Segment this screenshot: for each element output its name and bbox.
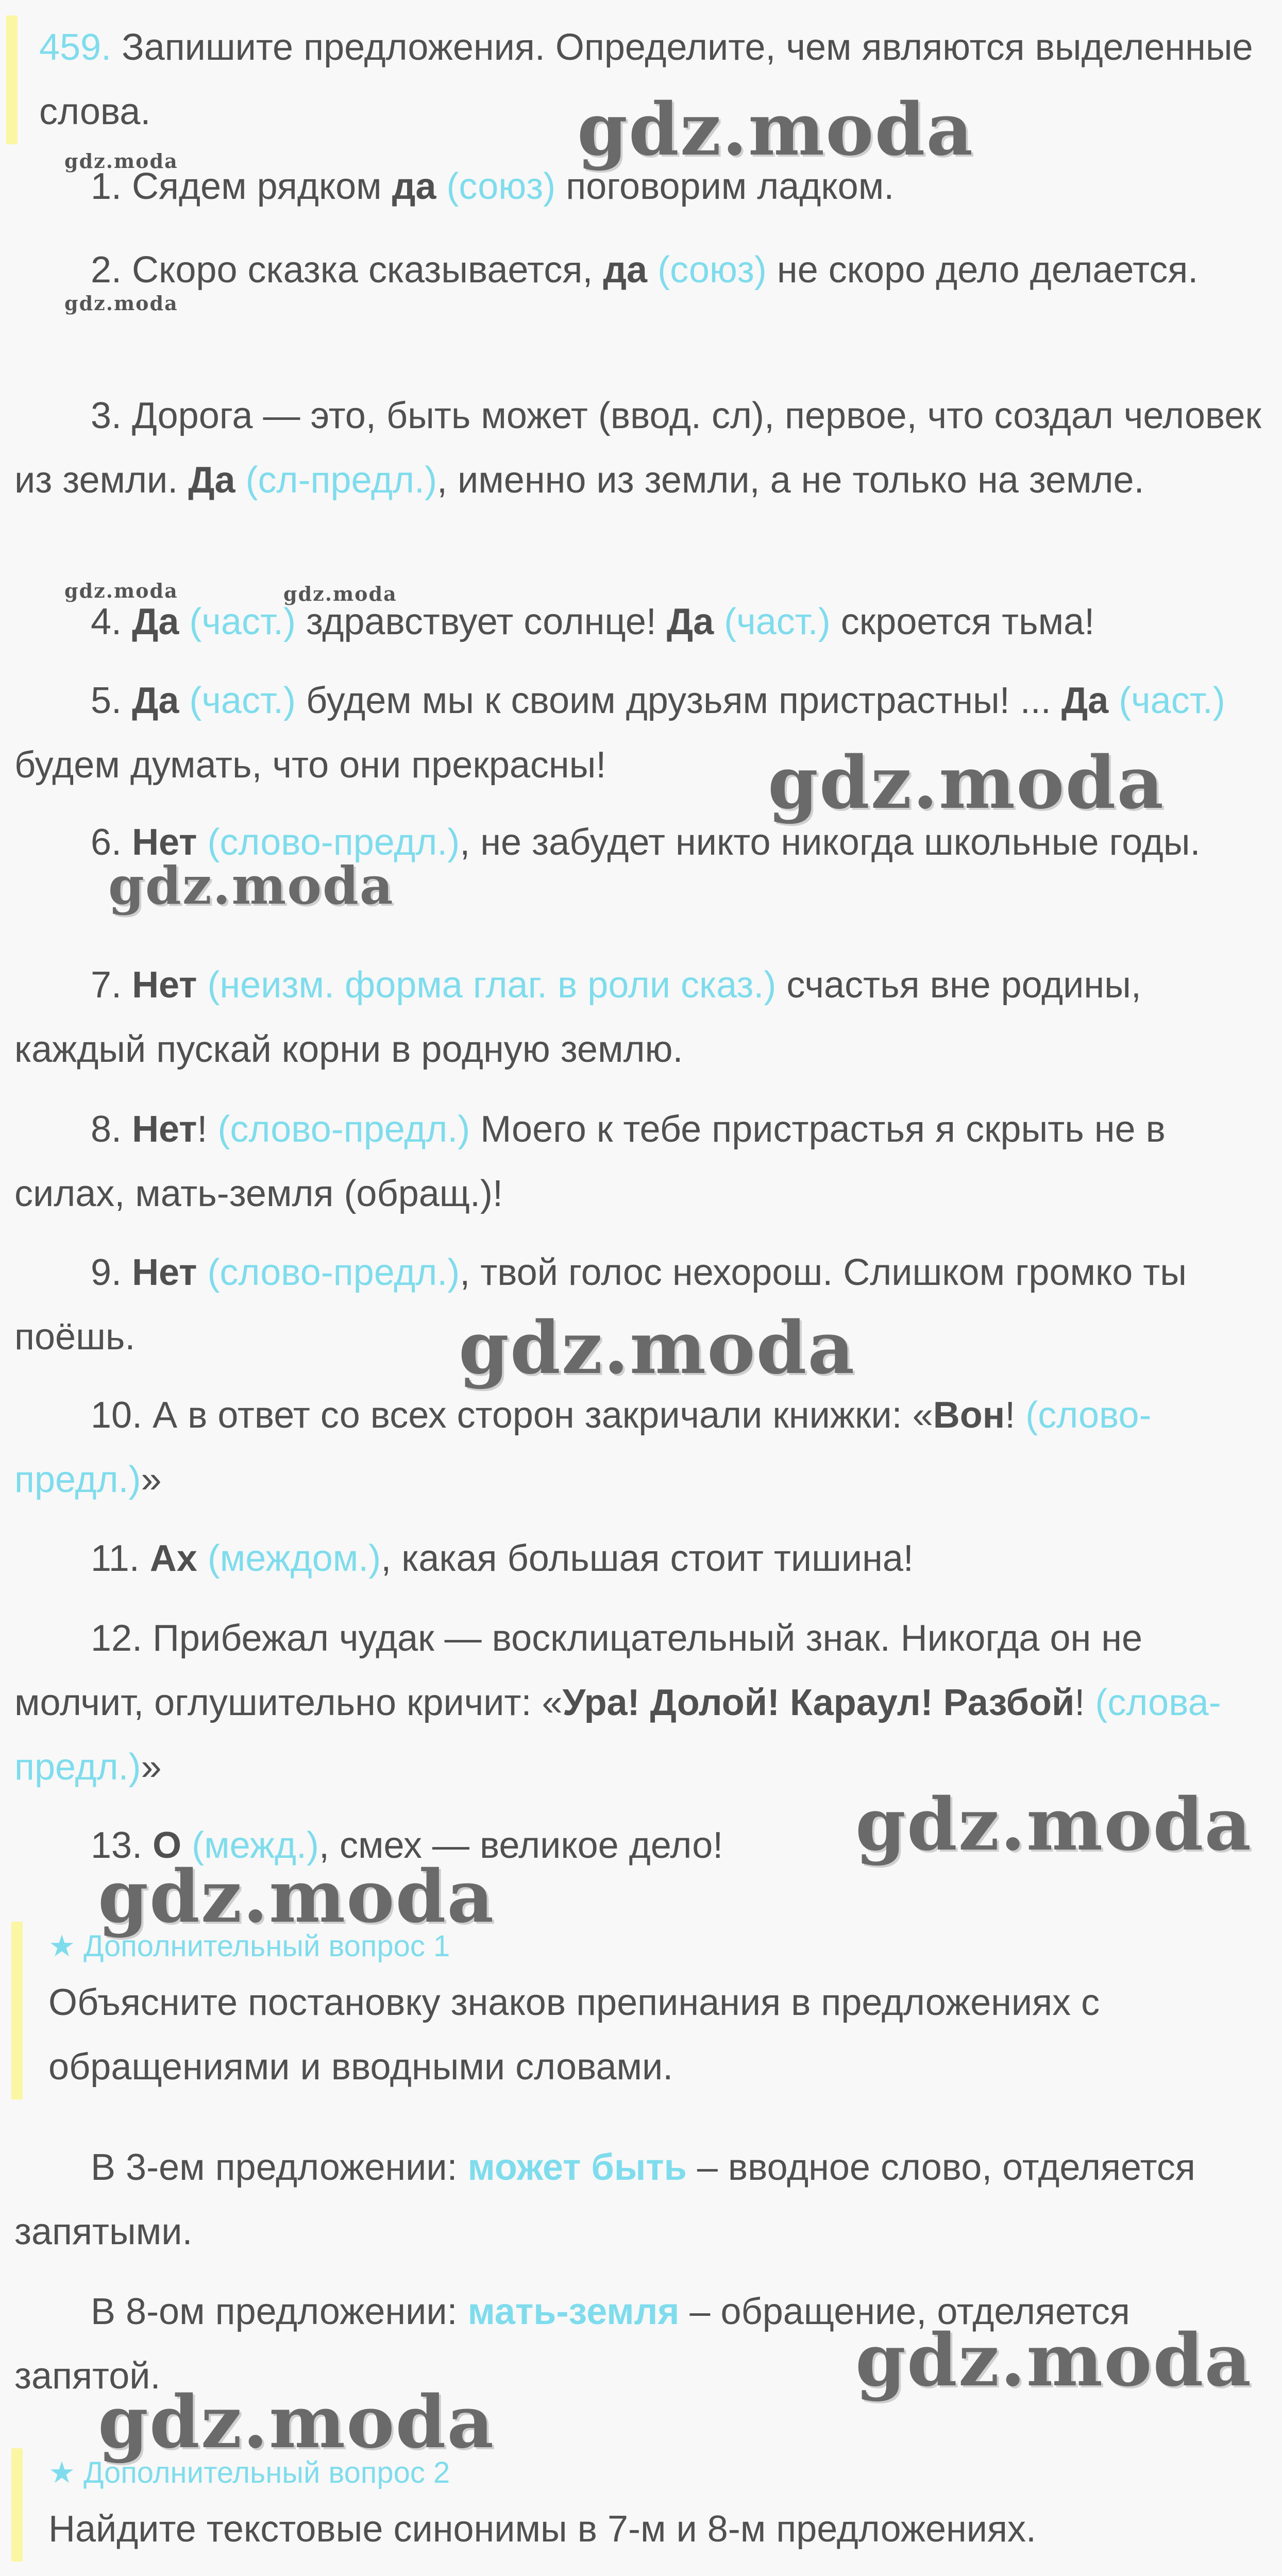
sentence xyxy=(14,590,1261,654)
sentence-text xyxy=(197,964,207,1006)
watermark: gdz.moda xyxy=(64,292,178,315)
sentence-number: 1. xyxy=(91,166,122,207)
watermark: gdz.moda xyxy=(768,741,1165,825)
sentence-number: 11. xyxy=(91,1538,140,1579)
word-role-note: (сл-предл.) xyxy=(245,460,437,501)
sentence-text xyxy=(647,249,657,291)
sentence-text xyxy=(436,166,446,207)
sentence-text: Сядем рядком xyxy=(122,166,392,207)
highlighted-word: Да xyxy=(666,601,714,642)
watermark: gdz.moda xyxy=(459,1306,856,1391)
sentence-text: поговорим ладком. xyxy=(555,166,895,207)
watermark: gdz.moda xyxy=(855,2318,1253,2403)
watermark: gdz.moda xyxy=(283,582,397,605)
highlighted-word: Да xyxy=(1061,680,1109,721)
sentence xyxy=(14,155,1261,219)
word-role-note: (неизм. форма глаг. в роли сказ.) xyxy=(207,964,777,1006)
extra-title-label: Дополнительный вопрос 2 xyxy=(83,2456,450,2489)
sentence xyxy=(14,1527,1261,1591)
sentence-text: не скоро дело делается. xyxy=(766,249,1199,291)
sentence-text: » xyxy=(141,1459,162,1500)
highlighted-word: Вон xyxy=(933,1395,1005,1436)
sentence xyxy=(14,384,1261,513)
highlighted-word: О xyxy=(153,1825,182,1866)
sentence-number: 6. xyxy=(91,822,122,863)
sentence-text: , твой голос нехорош. Слишком громко ты поёшь. xyxy=(14,1252,1187,1358)
watermark: gdz.moda xyxy=(64,149,178,173)
sentence-text xyxy=(1108,680,1119,721)
sentence-text: ! xyxy=(1005,1395,1026,1436)
sentence xyxy=(14,1097,1261,1226)
sentence-text: будем думать, что они прекрасны! xyxy=(14,744,606,786)
sentence-text: В 3-ем предложении: xyxy=(91,2147,468,2188)
sentence xyxy=(14,669,1261,798)
extra-question-2 xyxy=(11,2448,1282,2562)
highlighted-phrase: мать-земля xyxy=(467,2291,680,2332)
sentence-number: 8. xyxy=(91,1109,122,1150)
sentence xyxy=(14,238,1261,302)
word-role-note: (част.) xyxy=(724,601,831,642)
watermark: gdz.moda xyxy=(98,2380,495,2465)
highlighted-word: Да xyxy=(132,680,179,721)
sentence-text: Моего к тебе пристрастья я скрыть не в силах, мать-земля (обращ.)! xyxy=(14,1109,1166,1214)
sentence-text xyxy=(142,1825,153,1866)
sentence-text: – вводное слово, отделяется запятыми. xyxy=(14,2147,1195,2252)
sentence-text xyxy=(179,601,189,642)
task-header xyxy=(6,15,1276,144)
star-icon: ★ xyxy=(48,2456,75,2489)
word-role-note: (част.) xyxy=(189,680,296,721)
watermark: gdz.moda xyxy=(855,1783,1253,1867)
word-role-note: (слово-предл.) xyxy=(207,822,460,863)
word-role-note: (слово-предл.) xyxy=(207,1252,460,1293)
answer xyxy=(14,2280,1261,2409)
sentence-text: здравствует солнце! xyxy=(295,601,667,642)
sentence-text: , именно из земли, а не только на земле. xyxy=(437,460,1144,501)
sentence xyxy=(14,1814,1261,1878)
sentence-text: Дорога — это, быть может (ввод. сл), первое, что создал человек из земли. xyxy=(14,395,1261,501)
word-role-note: (межд.) xyxy=(192,1825,319,1866)
sentence-text: ! xyxy=(197,1109,218,1150)
sentence-text xyxy=(122,1252,132,1293)
task-prompt: Запишите предложения. Определите, чем являются выделенные слова. xyxy=(39,27,1253,132)
sentence xyxy=(14,1383,1261,1512)
sentence-text xyxy=(197,822,207,863)
extra-question-2-text: Найдите текстовые синонимы в 7-м и 8-м предложениях. xyxy=(48,2509,1036,2550)
sentence-text: будем мы к своим друзьям пристрастны! ... xyxy=(295,680,1061,721)
watermark: gdz.moda xyxy=(577,88,974,172)
word-role-note: (союз) xyxy=(446,166,556,207)
sentence-text xyxy=(197,1538,208,1579)
watermark: gdz.moda xyxy=(108,855,394,916)
sentence-text: » xyxy=(141,1747,162,1788)
sentence-text xyxy=(197,1252,207,1293)
sentence xyxy=(14,1241,1261,1369)
watermark: gdz.moda xyxy=(98,1855,495,1939)
highlighted-word: да xyxy=(603,249,648,291)
sentence-text xyxy=(140,1538,150,1579)
word-role-note: (слово-предл.) xyxy=(217,1109,470,1150)
highlighted-phrase: может быть xyxy=(467,2147,687,2188)
sentence-text: счастья вне родины, каждый пускай корни в родную землю. xyxy=(14,964,1141,1070)
sentence-text: – обращение, отделяется запятой. xyxy=(14,2291,1130,2397)
sentence-text xyxy=(181,1825,192,1866)
highlighted-word: да xyxy=(392,166,436,207)
extra-question-1-title xyxy=(48,1922,1282,1971)
extra-question-2-title xyxy=(48,2448,1282,2497)
highlighted-word: Нет xyxy=(132,822,197,863)
sentence-text: , не забудет никто никогда школьные годы. xyxy=(460,822,1201,863)
word-role-note: (междом.) xyxy=(207,1538,381,1579)
highlighted-word: Нет xyxy=(132,964,197,1006)
sentence-text: В 8-ом предложении: xyxy=(91,2291,468,2332)
sentence-number: 7. xyxy=(91,964,122,1006)
highlighted-word: Нет xyxy=(132,1109,197,1150)
sentence-text: А в ответ со всех сторон закричали книжки: « xyxy=(142,1395,933,1436)
sentence-number: 2. xyxy=(91,249,122,291)
sentence-text xyxy=(122,601,132,642)
extra-title-label: Дополнительный вопрос 1 xyxy=(83,1929,450,1963)
word-role-note: (част.) xyxy=(189,601,296,642)
sentence-text xyxy=(122,964,132,1006)
extra-question-1 xyxy=(11,1922,1282,2099)
sentence-number: 10. xyxy=(91,1395,143,1436)
sentence xyxy=(14,1606,1261,1800)
sentence-text: ! xyxy=(1074,1682,1095,1723)
word-role-note: (слово-предл.) xyxy=(14,1395,1152,1500)
sentence xyxy=(14,810,1261,875)
highlighted-word: Ах xyxy=(149,1538,197,1579)
watermark: gdz.moda xyxy=(64,579,178,602)
extra-question-1-text: Объясните постановку знаков препинания в предложениях с обращениями и вводными словами. xyxy=(48,1982,1100,2088)
sentence-text: , смех — великое дело! xyxy=(319,1825,723,1866)
sentence-text: скроется тьма! xyxy=(830,601,1095,642)
answer xyxy=(14,2136,1261,2264)
task-number: 459. xyxy=(39,27,112,68)
sentence-text xyxy=(714,601,724,642)
highlighted-word: Да xyxy=(132,601,179,642)
sentence-text: Прибежал чудак — восклицательный знак. Никогда он не молчит, оглушительно кричит: « xyxy=(14,1618,1143,1723)
sentence xyxy=(14,953,1261,1082)
sentence-number: 5. xyxy=(91,680,122,721)
sentence-number: 12. xyxy=(91,1618,143,1659)
highlighted-word: Да xyxy=(188,460,235,501)
sentence-text: Скоро сказка сказывается, xyxy=(122,249,603,291)
sentence-number: 3. xyxy=(91,395,122,436)
word-role-note: (част.) xyxy=(1119,680,1225,721)
star-icon: ★ xyxy=(48,1929,75,1963)
sentence-text xyxy=(122,680,132,721)
sentence-number: 4. xyxy=(91,601,122,642)
highlighted-word: Нет xyxy=(132,1252,197,1293)
word-role-note: (слова-предл.) xyxy=(14,1682,1221,1788)
sentence-number: 13. xyxy=(91,1825,143,1866)
sentence-text xyxy=(179,680,189,721)
sentence-number: 9. xyxy=(91,1252,122,1293)
highlighted-word: Ура! Долой! Караул! Разбой xyxy=(562,1682,1075,1723)
sentence-text: , какая большая стоит тишина! xyxy=(381,1538,914,1579)
sentence-text xyxy=(122,1109,132,1150)
word-role-note: (союз) xyxy=(657,249,767,291)
sentence-text xyxy=(122,822,132,863)
sentence-text xyxy=(235,460,246,501)
